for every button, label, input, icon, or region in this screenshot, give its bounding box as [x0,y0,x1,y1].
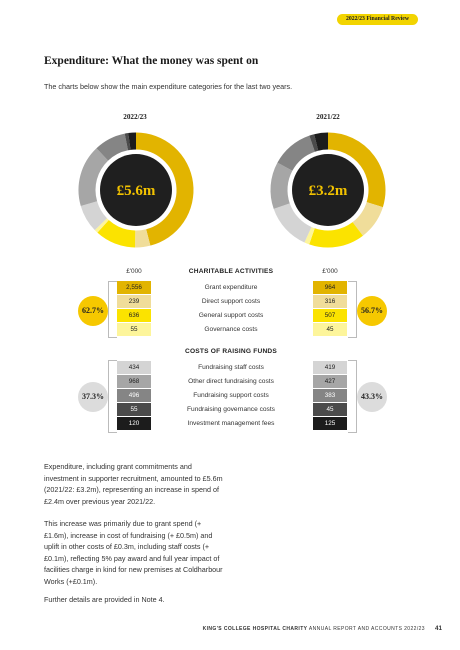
row-label-direct-support: Direct support costs [201,298,261,305]
row-label-fundraising-governance: Fundraising governance costs [187,406,275,413]
donut-2223-segment-fundraising-0 [89,204,101,225]
page-number: 41 [434,625,442,632]
pct-charitable-2223: 62.7% [78,296,108,326]
donut-year-2223: 2022/23 [123,113,147,121]
bracket-charitable-2223 [108,281,117,338]
donut-2223-segment-charitable-1 [135,237,148,239]
donut-2122-segment-charitable-3 [308,235,312,237]
charitable-2122-direct: 316 [313,295,347,308]
row-label-fundraising-staff: Fundraising staff costs [198,364,264,371]
charitable-heading: CHARITABLE ACTIVITIES [188,268,274,275]
fundraising-2223-support: 496 [117,389,151,402]
pct-charitable-2122: 56.7% [357,296,387,326]
row-label-governance: Governance costs [204,326,258,333]
report-badge: 2022/23 Financial Review [337,14,418,25]
body-paragraph-1: Expenditure, including grant commitments and investment in supporter recruitment, amounted to £5.6m (2021/22: £3.2m), representing an increase in spend of £2.4m over previous year 2021/22. [44,462,223,506]
unit-label-2223: £'000 [126,268,142,275]
fundraising-2122-investment: 125 [313,417,347,430]
body-paragraph-3: Further details are provided in Note 4. [44,595,165,604]
body-paragraph-2: This increase was primarily due to grant spend (+£1.6m), increase in cost of fundraising (+ £0.5m) and uplift in other costs of £0.3m, including staff costs (+£0.1m), reflecting 5% pay award and full year impact of facilities charge in kind for new premises at Coldharbour Works (+£0.1m). [44,519,223,586]
donut-2223-segment-fundraising-2 [102,142,126,154]
donut-2223-segment-fundraising-3 [126,141,129,142]
intro-text: The charts below show the main expenditure categories for the last two years. [44,82,293,91]
bracket-charitable-2122 [348,281,357,338]
charitable-2223-governance: 55 [117,323,151,336]
pct-fundraising-2122: 43.3% [357,382,387,412]
donut-year-2122: 2021/22 [316,113,340,121]
donut-2223-segment-charitable-3 [101,224,103,226]
page-title: Expenditure: What the money was spent on [44,55,259,67]
pct-fundraising-2223: 37.3% [78,382,108,412]
footer-doc: ANNUAL REPORT AND ACCOUNTS 2022/23 [307,626,425,632]
row-label-other-direct: Other direct fundraising costs [188,378,274,385]
fundraising-2122-support: 383 [313,389,347,402]
fundraising-2223-governance: 55 [117,403,151,416]
fundraising-heading: COSTS OF RAISING FUNDS [185,348,277,355]
footer-org: KING'S COLLEGE HOSPITAL CHARITY [202,626,308,632]
page-footer [203,625,442,632]
row-label-fundraising-support: Fundraising support costs [193,392,269,399]
fundraising-2223-staff: 434 [117,361,151,374]
donut-2223-segment-charitable-2 [103,226,135,239]
charitable-2223-general: 636 [117,309,151,322]
charitable-2223-grant: 2,556 [117,281,151,294]
donut-2223-total: £5.6m [116,183,156,199]
donut-2122-segment-charitable-1 [358,205,375,229]
row-label-grant: Grant expenditure [204,284,258,291]
bracket-fundraising-2122 [348,360,357,433]
charitable-2223-direct: 239 [117,295,151,308]
charitable-2122-general: 507 [313,309,347,322]
donut-2122-total: £3.2m [308,183,348,199]
row-label-general-support: General support costs [198,312,264,319]
charitable-2122-governance: 45 [313,323,347,336]
donut-chart-2122 [269,131,387,249]
charitable-2122-grant: 964 [313,281,347,294]
donut-2122-segment-charitable-2 [312,229,358,239]
fundraising-2223-other-direct: 968 [117,375,151,388]
donut-chart-2223 [77,131,195,249]
donut-2223-segment-fundraising-1 [87,154,102,203]
row-label-investment-fees: Investment management fees [187,420,275,427]
fundraising-2122-other-direct: 427 [313,375,347,388]
donut-2122-segment-fundraising-3 [312,142,316,143]
fundraising-2122-staff: 419 [313,361,347,374]
fundraising-2223-investment: 120 [117,417,151,430]
donut-2122-segment-fundraising-4 [316,141,328,142]
bracket-fundraising-2223 [108,360,117,433]
donut-2122-segment-fundraising-1 [279,167,285,206]
unit-label-2122: £'000 [322,268,338,275]
fundraising-2122-governance: 45 [313,403,347,416]
